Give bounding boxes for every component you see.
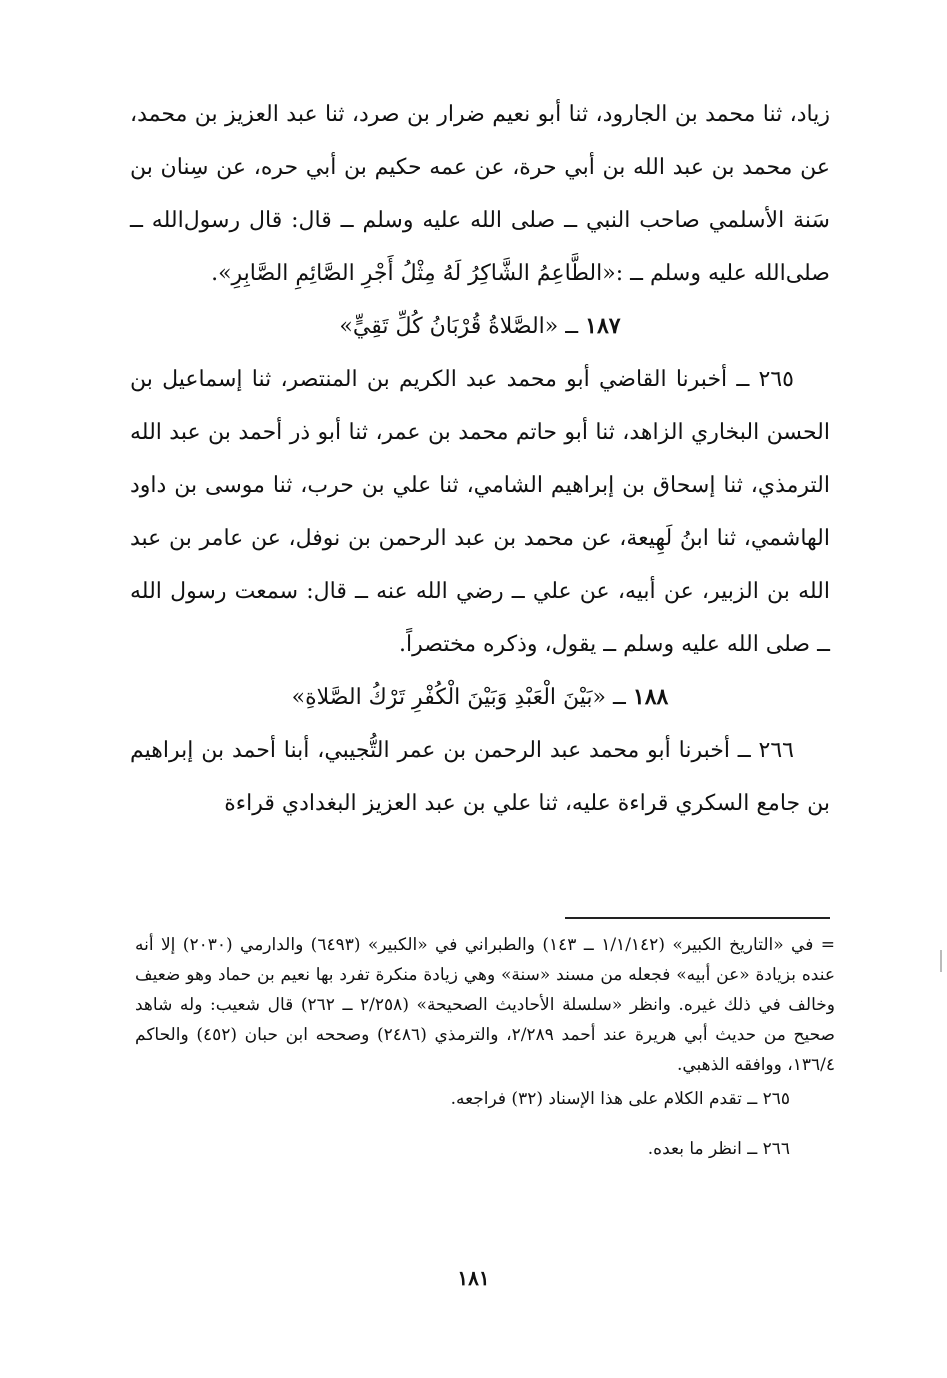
paragraph-hadith-265: ٢٦٥ ــ أخبرنا القاضي أبو محمد عبد الكريم بن المنتصر، ثنا إسماعيل بن الحسن البخاري الزاهد، ثنا أبو حاتم محمد بن عمر، ثنا أبو ذر أحمد بن عبد الله الترمذي، ثنا إسحاق بن إبراهيم الشامي، ثنا علي بن حرب، ثنا موسى بن داود الهاشمي، ثنا ابنُ لَهِيعة، عن محمد بن عبد الرحمن بن نوفل، عن عامر بن عبد الله بن الزبير، عن أبيه، عن علي ــ رضي الله عنه ــ قال: سمعت رسول الله ــ صلى الله عليه وسلم ــ يقول، وذكره مختصراً.: [130, 367, 831, 657]
chapter-heading-187: [130, 300, 830, 353]
heading-number: ١٨٧: [585, 313, 621, 339]
footnote-divider: [565, 917, 830, 919]
chapter-heading-188: [130, 671, 830, 724]
footnotes: [135, 930, 835, 1164]
footnote-continued: = في «التاريخ الكبير» (١/١/١٤٢ ــ ١٤٣) والطبراني في «الكبير» (٦٤٩٣) والدارمي (٢٠٣٠) إلا أنه عنده بزيادة «عن أبيه» فجعله من مسند «سنة» وهي زيادة منكرة تفرد بها نعيم بن حماد وهو ضعيف وخالف في ذلك غيره. وانظر «سلسلة الأحاديث الصحيحة» (٢/٢٥٨ ــ ٢٦٢) قال شعيب: وله شاهد صحيح من حديث أبي هريرة عند أحمد ٢/٢٨٩، والترمذي (٢٤٨٦) وصححه ابن حبان (٤٥٢) والحاكم ١٣٦/٤، ووافقه الذهبي.: [135, 935, 835, 1075]
footnote-266: ٢٦٦ ــ انظر ما بعده.: [647, 1139, 790, 1159]
footnote-265: ٢٦٥ ــ تقدم الكلام على هذا الإسناد (٣٢) فراجعه.: [450, 1089, 790, 1109]
heading-text: ــ «الصَّلاةُ قُرْبَانُ كُلِّ تَقِيٍّ»: [339, 314, 579, 339]
page-number: ١٨١: [457, 1266, 490, 1290]
heading-number: ١٨٨: [632, 684, 669, 710]
paragraph-hadith-186: زياد، ثنا محمد بن الجارود، ثنا أبو نعيم ضرار بن صرد، ثنا عبد العزيز بن محمد، عن محمد بن عبد الله بن أبي حرة، عن عمه حكيم بن أبي حره، عن سِنان بن سَنة الأسلمي صاحب النبي ــ صلى الله عليه وسلم ــ قال: قال رسول‌الله ــ صلى‌الله عليه وسلم ــ :«الطَّاعِمُ الشَّاكِرُ لَهُ مِثْلُ أَجْرِ الصَّائِمِ الصَّابِرِ».: [130, 102, 830, 286]
paragraph-hadith-266: ٢٦٦ ــ أخبرنا أبو محمد عبد الرحمن بن عمر التُّجيبي، أبنا أحمد بن إبراهيم بن جامع السكري قراءة عليه، ثنا علي بن عبد العزيز البغدادي قراءة: [130, 738, 830, 816]
scan-margin-mark: [940, 950, 942, 972]
heading-text: ــ «بَيْنَ الْعَبْدِ وَبَيْنَ الْكُفْرِ تَرْكُ الصَّلاةِ»: [291, 685, 626, 710]
main-text: [130, 88, 830, 830]
